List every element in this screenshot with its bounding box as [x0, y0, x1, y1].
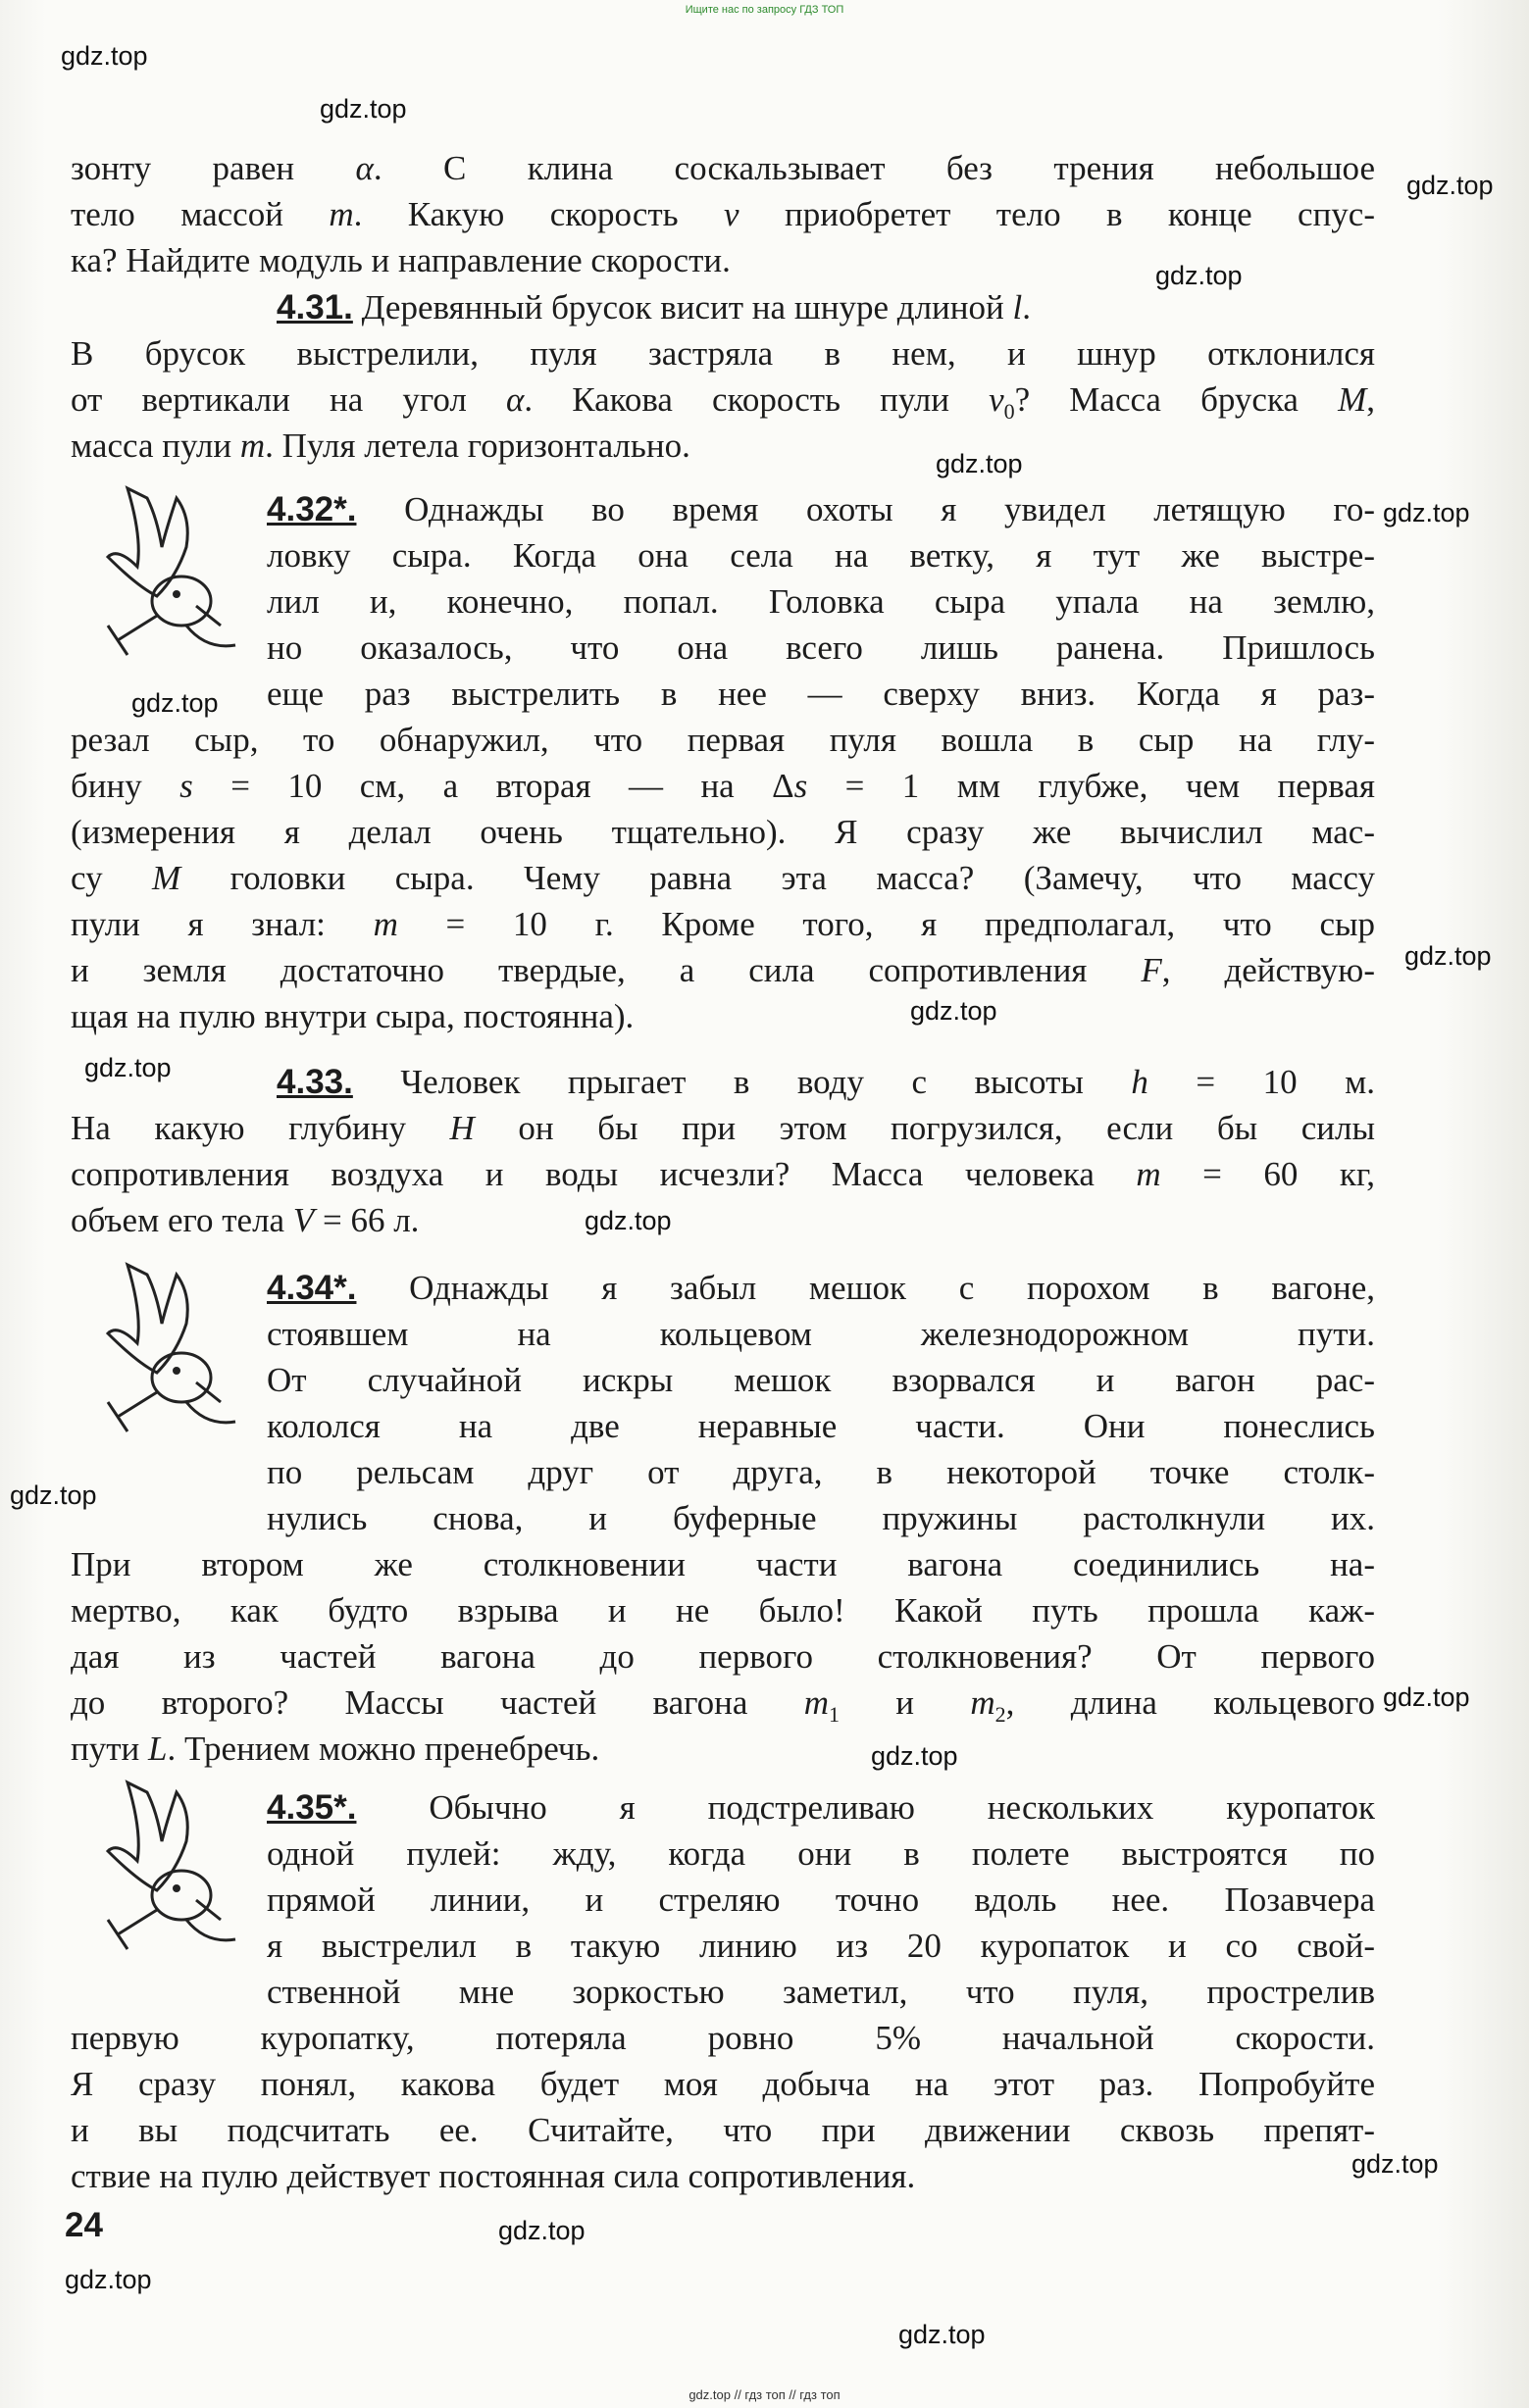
watermark: gdz.top	[65, 2265, 152, 2294]
watermark: gdz.top	[320, 94, 407, 124]
watermark: gdz.top	[498, 2216, 586, 2245]
watermark: gdz.top	[898, 2320, 986, 2349]
problem-number: 4.34*.	[267, 1269, 357, 1307]
problem-4-31: 4.31. Деревянный брусок висит на шнуре длиной l. В брусок выстрелили, пуля застряла в нем, и шнур отклонился от вертикали на угол α. Какова скорость пули $v_0$? Масса бруска M, масса пули m. Пуля летела горизонтально.	[71, 288, 1375, 465]
watermark: gdz.top	[10, 1480, 97, 1510]
watermark: gdz.top	[1404, 941, 1492, 971]
watermark: gdz.top	[1351, 2149, 1439, 2179]
problem-number: 4.32*.	[267, 490, 357, 528]
intro-paragraph: зонту равен α. С клина соскальзывает без трения небольшое тело массой m. Какую скорость v приобретет тело в конце спус- ка? Найдите модуль и направление скорости.	[71, 149, 1375, 279]
watermark: gdz.top	[1406, 171, 1494, 200]
watermark: gdz.top	[84, 1053, 172, 1082]
watermark: gdz.top	[131, 688, 219, 718]
watermark: gdz.top	[910, 996, 997, 1026]
top-banner: Ищите нас по запросу ГДЗ ТОП	[685, 4, 844, 16]
watermark: gdz.top	[936, 449, 1023, 478]
watermark: gdz.top	[585, 1206, 672, 1235]
problem-number: 4.35*.	[267, 1788, 357, 1827]
watermark: gdz.top	[871, 1741, 958, 1771]
page-number: 24	[65, 2206, 103, 2244]
watermark: gdz.top	[1155, 261, 1243, 290]
problem-number: 4.31.	[277, 288, 353, 326]
problem-4-32: 4.32*. Однажды во время охоты я увидел летящую го- ловку сыра. Когда она села на ветку, я тут же выстре- лил и, конечно, попал. Головка сыра упала на землю, но оказалось, что она всего лишь ранена. Пришлось еще раз выстрелить в нее — сверху вниз. Когда я раз- резал сыр, то обнаружил, что первая пуля вошла в сыр на глу- бину s = 10 см, а вторая — на Δs = 1 мм глубже, чем первая (измерения я делал очень тщательно). Я сразу же вычислил мас- су M головки сыра. Чему равна эта масса? (Замечу, что массу пули я знал: m = 10 г. Кроме того, я предполагал, что сыр и земля достаточно твердые, а сила сопротивления F, действую- щая на пулю внутри сыра, постоянна).	[71, 490, 1375, 1035]
footer-credit: gdz.top // гдз топ // гдз топ	[688, 2387, 841, 2402]
watermark: gdz.top	[61, 41, 148, 71]
problem-4-33: 4.33. Человек прыгает в воду с высоты h = 10 м. На какую глубину H он бы при этом погрузился, если бы силы сопротивления воздуха и воды исчезли? Масса человека m = 60 кг, объем его тела V = 66 л.	[71, 1063, 1375, 1239]
watermark: gdz.top	[1383, 1682, 1470, 1712]
problem-4-34: 4.34*. Однажды я забыл мешок с порохом в вагоне, стоявшем на кольцевом железнодорожном пути. От случайной искры мешок взорвался и вагон рас- кололся на две неравные части. Они понеслись по рельсам друг от друга, в некоторой точке столк- нулись снова, и буферные пружины растолкнули их. При втором же столкновении части вагона соединились на- мертво, как будто взрыва и не было! Какой путь прошла каж- дая из частей вагона до первого столкновения? От первого до второго? Массы частей вагона $m_1$ и $m_2$, длина кольцевого пути L. Трением можно пренебречь.	[71, 1269, 1375, 1768]
problem-number: 4.33.	[277, 1063, 353, 1101]
problem-4-35: 4.35*. Обычно я подстреливаю нескольких куропаток одной пулей: жду, когда они в полете выстроятся по прямой линии, и стреляю точно вдоль нее. Позавчера я выстрелил в такую линию из 20 куропаток и со свой- ственной мне зоркостью заметил, что пуля, прострелив первую куропатку, потеряла ровно 5% начальной скорости. Я сразу понял, какова будет моя добыча на этот раз. Попробуйте и вы подсчитать ее. Считайте, что при движении сквозь препят- ствие на пулю действует постоянная сила сопротивления.	[71, 1788, 1375, 2195]
watermark: gdz.top	[1383, 498, 1470, 527]
